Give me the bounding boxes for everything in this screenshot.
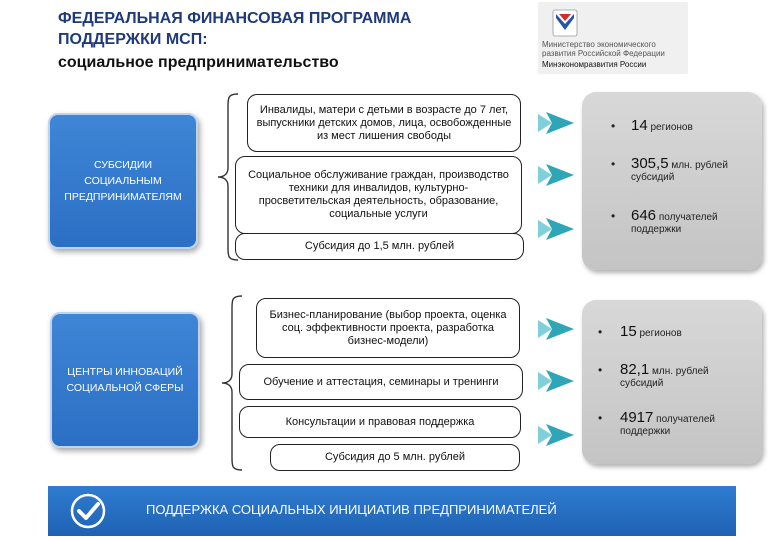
logo-line-3: Минэкономразвития России [542, 60, 647, 69]
page-title [58, 8, 538, 73]
stat-unit: получателей [656, 414, 715, 425]
subsidy-2-box [270, 444, 520, 471]
training-text: Обучение и аттестация, семинары и тренинги [263, 375, 499, 388]
arrow-right-icon [536, 160, 576, 190]
stat-funding-2 [598, 361, 758, 390]
checkmark-circle-icon [70, 493, 106, 529]
stat-unit: регионов [650, 122, 693, 133]
subsidy-1-text: Субсидия до 1,5 млн. рублей [304, 240, 455, 252]
arrow-right-icon [536, 314, 576, 344]
stat-regions-2 [598, 323, 748, 340]
stat-sub: поддержки [620, 426, 671, 437]
stat-value: 82,1 [620, 361, 650, 378]
title-line-2: ПОДДЕРЖКИ МСП: [58, 31, 208, 48]
stat-unit: регионов [639, 328, 682, 339]
subsidy-2-text: Субсидия до 5 млн. рублей [324, 451, 465, 463]
stat-unit: млн. рублей [651, 366, 709, 377]
business-planning-text: Бизнес-планирование (выбор проекта, оценка соц. эффективности проекта, разработка бизнес-модели) [269, 308, 507, 347]
stat-sub: субсидий [620, 378, 664, 389]
consulting-text: Консультации и правовая поддержка [285, 415, 475, 428]
stat-value: 305,5 [631, 155, 669, 172]
business-planning-box [256, 298, 520, 358]
innovation-centers-side-box [50, 312, 200, 448]
stat-unit: получателей [658, 212, 718, 223]
arrow-right-icon [536, 214, 576, 244]
activities-text: Социальное обслуживание граждан, производство техники для инвалидов, культурно-просветительская деятельность, образование, социальные услуги [248, 169, 509, 220]
arrow-right-icon [536, 108, 576, 138]
logo-line-2: развития Российской Федерации [542, 49, 665, 58]
page-subtitle: социальное предпринимательство [58, 54, 339, 71]
title-line-1: ФЕДЕРАЛЬНАЯ ФИНАНСОВАЯ ПРОГРАММА [58, 10, 412, 27]
target-groups-box [247, 94, 521, 152]
subsidies-side-label: СУБСИДИИ СОЦИАЛЬНЫМ ПРЕДПРИНИМАТЕЛЯМ [64, 159, 182, 203]
bullet-icon: • [598, 363, 603, 377]
subsidies-side-box [48, 113, 198, 249]
arrow-right-icon [536, 366, 576, 396]
ministry-emblem-icon [550, 8, 580, 38]
bullet-icon: • [611, 209, 616, 223]
innovation-centers-side-label: ЦЕНТРЫ ИННОВАЦИЙ СОЦИАЛЬНОЙ СФЕРЫ [66, 366, 184, 394]
bullet-icon: • [611, 119, 616, 133]
stat-funding-1 [611, 155, 771, 184]
stat-recipients-1 [611, 207, 761, 236]
logo-line-1: Министерство экономического [542, 40, 656, 49]
footer-text: ПОДДЕРЖКА СОЦИАЛЬНЫХ ИНИЦИАТИВ ПРЕДПРИНИМАТЕЛЕЙ [146, 502, 557, 517]
training-box [239, 364, 523, 400]
stat-sub: субсидий [631, 172, 675, 183]
bullet-icon: • [611, 157, 616, 171]
bullet-icon: • [598, 411, 603, 425]
bullet-icon: • [598, 325, 603, 339]
stat-value: 4917 [620, 409, 654, 426]
stat-value: 15 [620, 323, 637, 340]
consulting-box [239, 406, 521, 438]
target-groups-text: Инвалиды, матери с детьми в возрасте до 7 лет, выпускники детских домов, лица, освобожденные из мест лишения свободы [256, 103, 512, 142]
ministry-logo [538, 2, 688, 74]
stat-recipients-2 [598, 409, 758, 438]
arrow-right-icon [536, 420, 576, 450]
stat-value: 14 [631, 117, 648, 134]
footer-banner [48, 486, 736, 536]
subsidy-1-box [235, 233, 524, 260]
stat-unit: млн. рублей [671, 160, 728, 171]
stat-sub: поддержки [631, 224, 682, 235]
activities-box [235, 156, 522, 234]
stat-value: 646 [631, 207, 657, 224]
stat-regions-1 [611, 117, 761, 134]
